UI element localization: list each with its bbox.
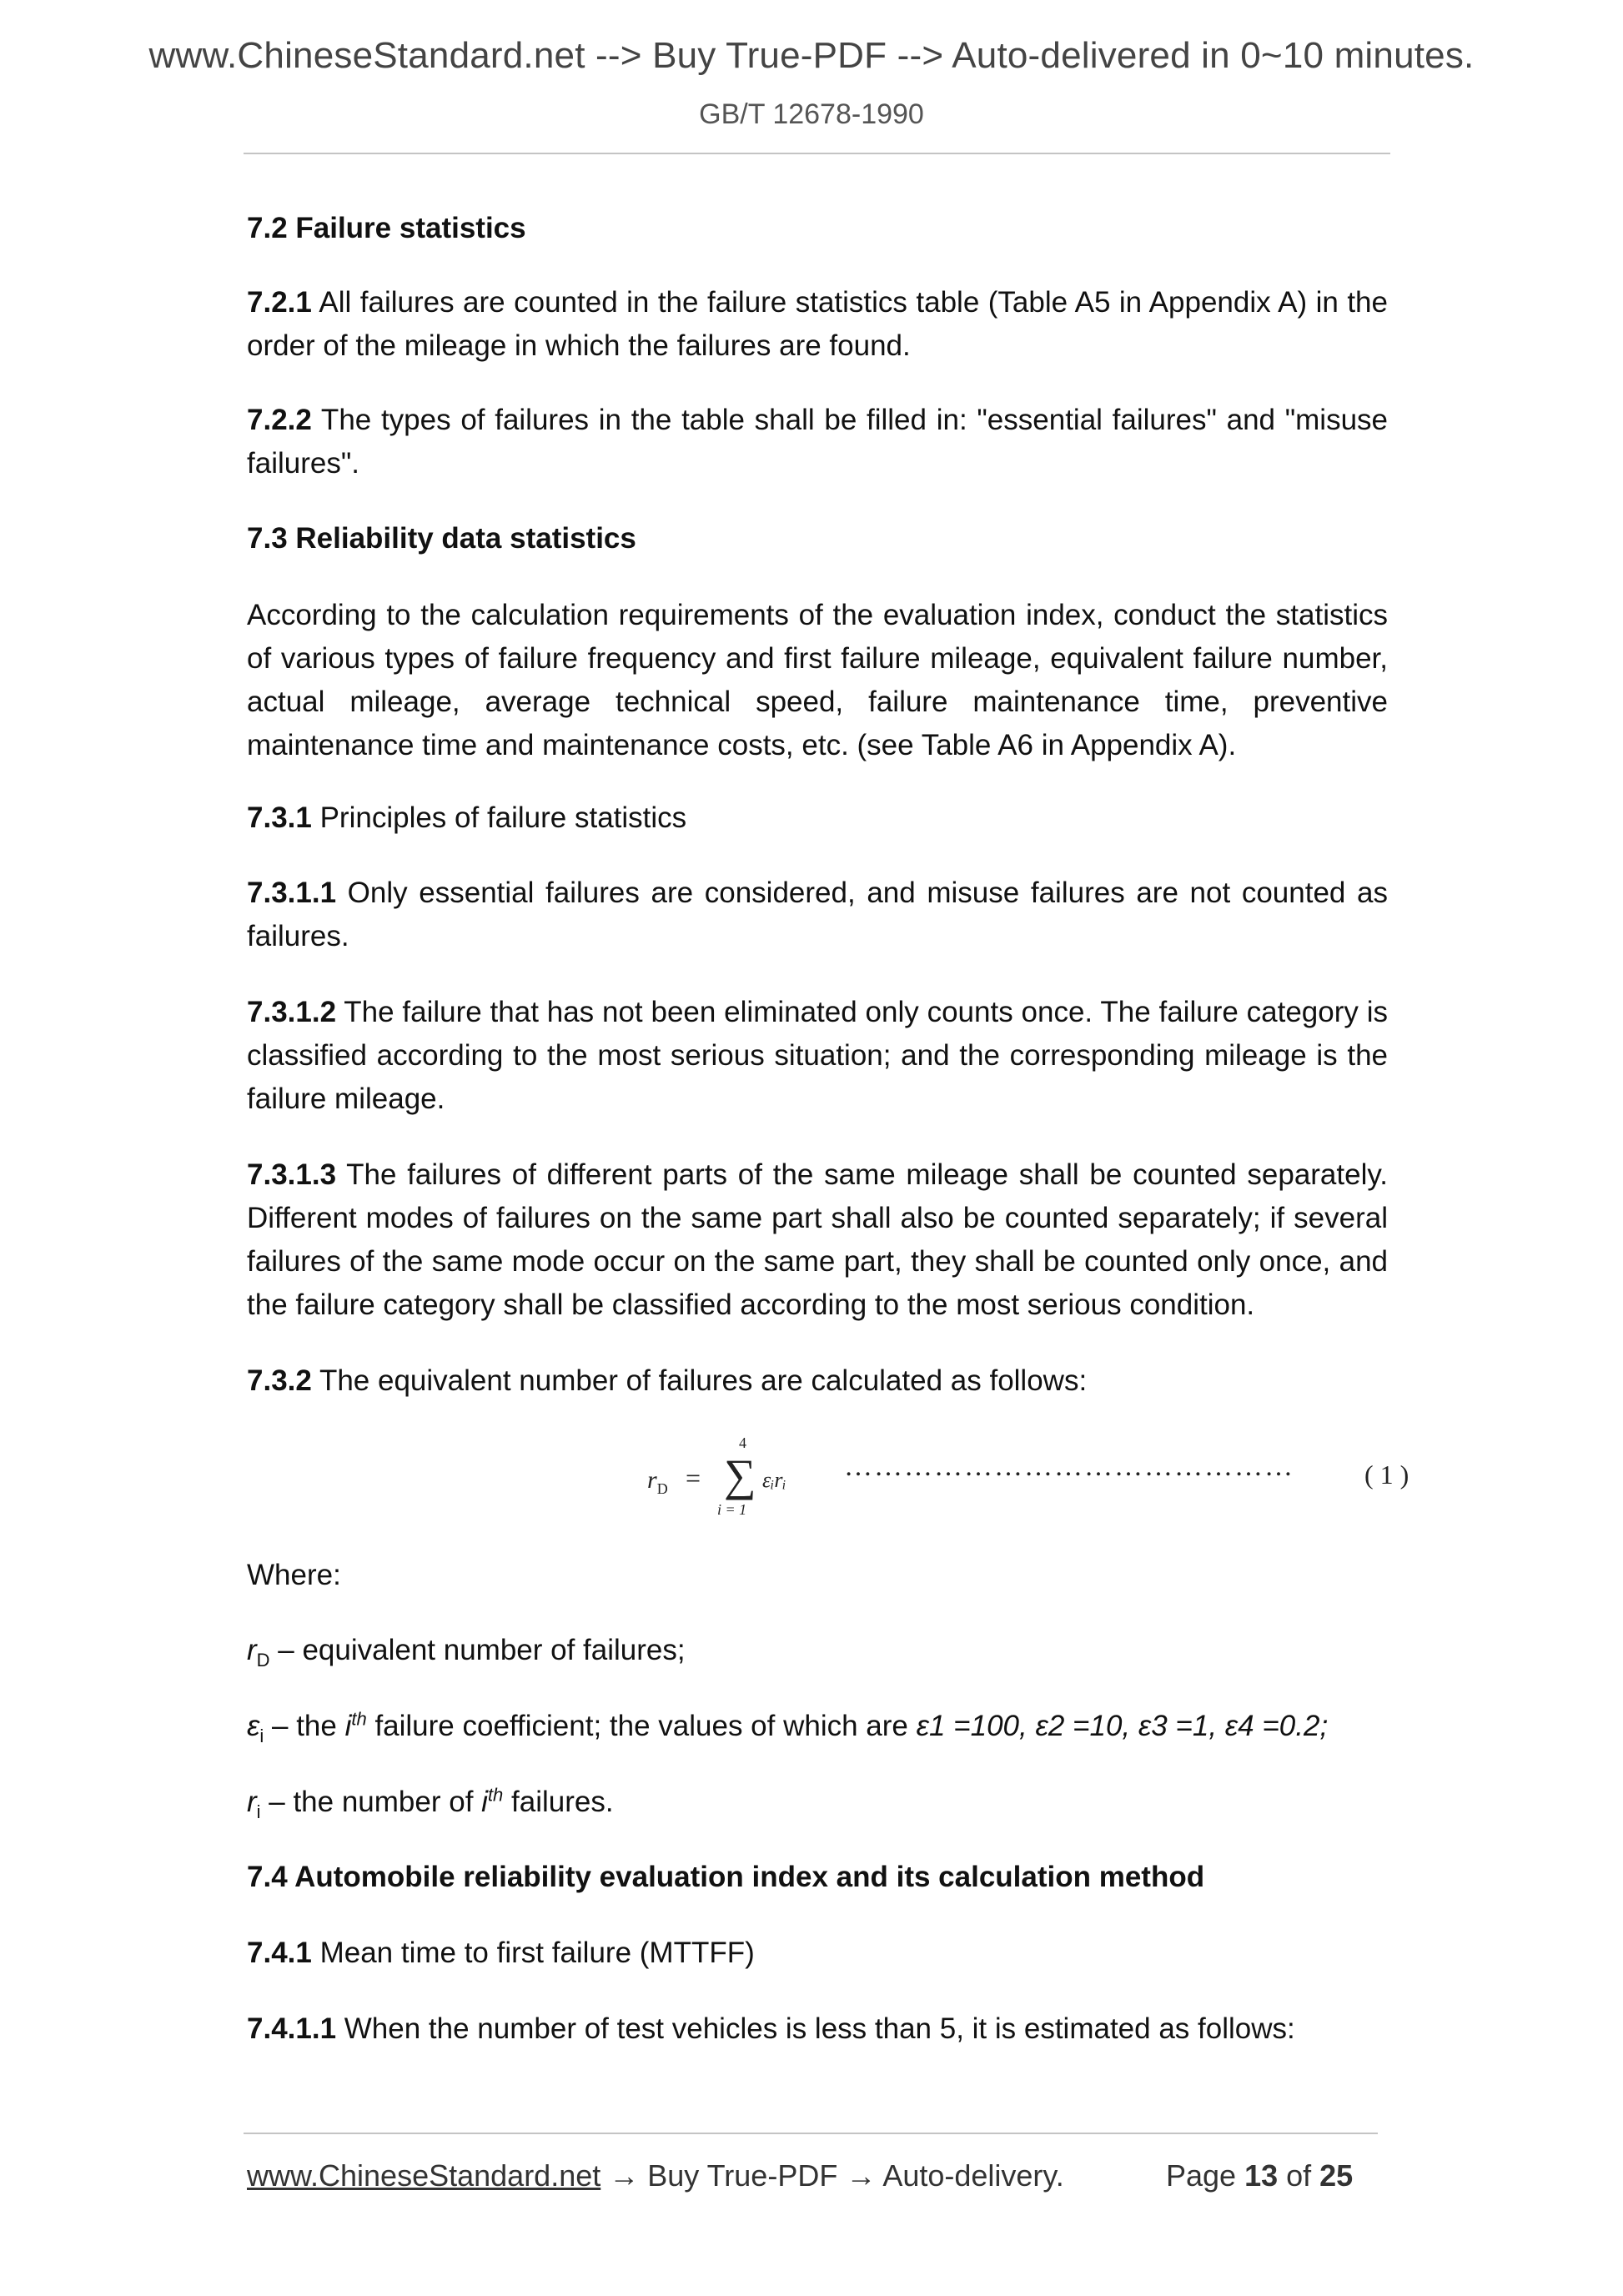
equation-1 [617, 1434, 1409, 1526]
coefficient-values: ε1 =100, ε2 =10, ε3 =1, ε4 =0.2; [916, 1710, 1329, 1742]
symbol-subscript: D [256, 1650, 270, 1671]
index-symbol: i [481, 1786, 488, 1818]
formula-equals: = [686, 1463, 701, 1493]
summation-symbol: ∑ [724, 1450, 756, 1500]
paragraph-7-3-1-3 [247, 1153, 1388, 1327]
index-symbol: i [344, 1710, 352, 1742]
clause-number: 7.4.1 [247, 1937, 312, 1969]
formula-lhs-symbol: r [647, 1466, 657, 1494]
definition-text: – the [264, 1710, 345, 1742]
ordinal-suffix: th [487, 1784, 504, 1806]
clause-number: 7.2.2 [247, 404, 312, 436]
clause-text: The failure that has not been eliminated only counts once. The failure category is classified according to the most serious situation; and the corresponding mileage is the failure mileage. [247, 996, 1388, 1115]
paragraph-7-2-1 [247, 281, 1388, 368]
clause-text: Only essential failures are considered, and misuse failures are not counted as failures. [247, 877, 1388, 952]
definition-rd [247, 1629, 1388, 1672]
definition-ri [247, 1781, 1388, 1824]
paragraph-7-2-2 [247, 399, 1388, 485]
paragraph-7-3-intro: According to the calculation requirements of the evaluation index, conduct the statistics of various types of failure frequency and first failure mileage, equivalent failure number, actual mileage, average technical speed, failure maintenance time, preventive maintenance time and maintenance costs, etc. (see Table A6 in Appendix A). [247, 599, 1388, 761]
ordinal-suffix: th [351, 1708, 367, 1730]
paragraph-7-4-1-1 [247, 2007, 1388, 2051]
clause-number: 7.3.1.2 [247, 996, 337, 1028]
header-divider [244, 153, 1390, 154]
paragraph-7-3-2 [247, 1359, 1388, 1403]
footer-promo [247, 2158, 1064, 2193]
clause-text: The failures of different parts of the same mileage shall be counted separately. Different modes of failures on the same part shall also be counted separately; if several failures of the same mode occur on the same part, they shall be counted only once, and the failure category shall be classified according to the most serious condition. [247, 1158, 1388, 1321]
clause-text: Principles of failure statistics [311, 801, 687, 834]
page-of-label: of [1278, 2158, 1320, 2193]
sum-upper-limit: 4 [739, 1434, 746, 1451]
formula-lhs [647, 1466, 668, 1495]
sum-lower-limit: i = 1 [717, 1501, 747, 1518]
section-7-3-heading: 7.3 Reliability data statistics [247, 522, 636, 555]
where-label: Where: [247, 1559, 341, 1591]
clause-text: The types of failures in the table shall be filled in: "essential failures" and "misuse failures". [247, 404, 1388, 480]
definition-text: – equivalent number of failures; [269, 1634, 686, 1666]
symbol: ε [247, 1710, 260, 1742]
clause-text: When the number of test vehicles is less than 5, it is estimated as follows: [336, 2012, 1295, 2045]
formula-summand: εᵢrᵢ [762, 1468, 786, 1492]
clause-number: 7.3.1.1 [247, 877, 337, 909]
page-label: Page [1166, 2158, 1245, 2193]
header-banner: www.ChineseStandard.net --> Buy True-PDF --> Auto-delivered in 0~10 minutes. [148, 35, 1475, 76]
symbol-subscript: i [259, 1726, 264, 1746]
definition-epsilon [247, 1705, 1388, 1748]
formula-leader-dots: ……………………………………… [844, 1451, 1294, 1482]
paragraph-7-3-1-2 [247, 991, 1388, 1121]
clause-number: 7.2.1 [247, 286, 312, 319]
paragraph-7-4-1 [247, 1932, 1388, 1975]
clause-number: 7.4.1.1 [247, 2012, 337, 2045]
footer-promo-text: → Buy True-PDF → Auto-delivery. [600, 2158, 1064, 2193]
page-indicator [1166, 2158, 1353, 2193]
clause-number: 7.3.2 [247, 1364, 312, 1397]
clause-text: Mean time to first failure (MTTFF) [311, 1937, 755, 1969]
clause-number: 7.3.1.3 [247, 1158, 337, 1191]
clause-number: 7.3.1 [247, 801, 312, 834]
definition-text: failures. [503, 1786, 614, 1818]
symbol: r [247, 1786, 257, 1818]
definition-text: – the number of [260, 1786, 482, 1818]
section-7-2-heading: 7.2 Failure statistics [247, 212, 526, 244]
symbol-subscript: i [256, 1801, 261, 1822]
total-pages: 25 [1319, 2158, 1354, 2193]
equation-number: ( 1 ) [1364, 1459, 1409, 1490]
document-id: GB/T 12678-1990 [699, 98, 924, 130]
current-page: 13 [1244, 2158, 1279, 2193]
paragraph-7-3-1 [247, 796, 1388, 840]
symbol: r [247, 1634, 257, 1666]
clause-text: All failures are counted in the failure statistics table (Table A5 in Appendix A) in the order of the mileage in which the failures are found. [247, 286, 1388, 362]
formula-lhs-subscript: D [656, 1480, 668, 1497]
clause-text: The equivalent number of failures are calculated as follows: [311, 1364, 1088, 1397]
footer-divider [244, 2133, 1378, 2134]
paragraph-7-3-1-1 [247, 872, 1388, 958]
section-7-4-heading: 7.4 Automobile reliability evaluation index and its calculation method [247, 1861, 1205, 1893]
definition-text: failure coefficient; the values of which are [366, 1710, 917, 1742]
footer-site-link[interactable]: www.ChineseStandard.net [247, 2158, 601, 2193]
